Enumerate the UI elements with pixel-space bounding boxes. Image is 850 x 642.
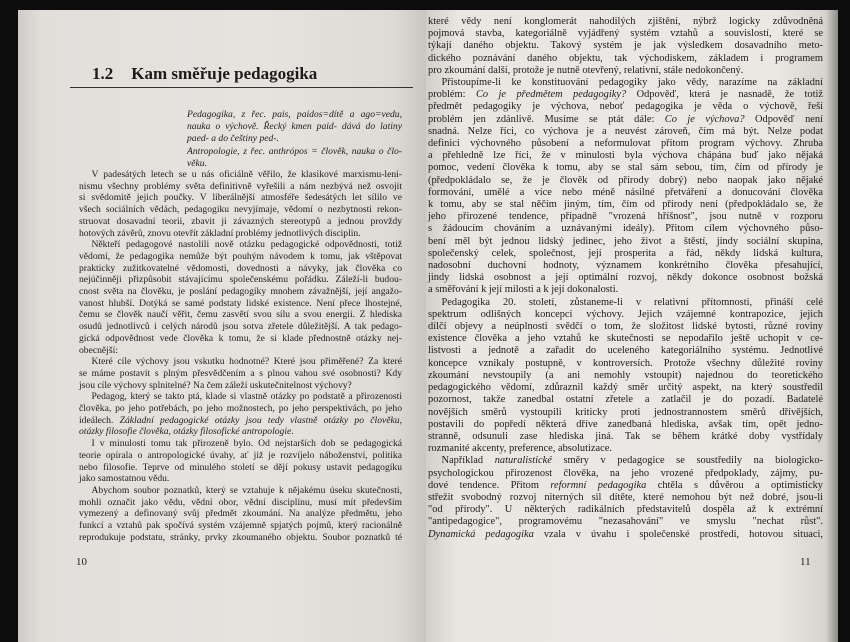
- text-line: [428, 529, 823, 541]
- emphasis-text: naturalistické: [494, 455, 552, 467]
- text-line: dílčí objevy a neúplnosti svědčí o tom, že složitost lidské bytosti, různé roviny: [428, 321, 823, 333]
- text-segment: Například: [441, 455, 495, 467]
- left-page: [18, 10, 426, 642]
- text-line: [428, 114, 823, 126]
- text-line: obecnější:: [79, 344, 118, 356]
- text-line: Někteří pedagogové nastolili nově otázku pedagogické odpovědnosti, totiž: [91, 239, 402, 251]
- right-body-text: [428, 16, 823, 541]
- text-line: dického poznávání daného objektu, tak východiskem, základem i programem: [428, 52, 823, 64]
- text-line: pedagogického vědomí, zdůraznil každý směr určitý aspekt, na který soustředil: [428, 382, 823, 394]
- text-line: paed- a do češtiny ped-.: [187, 133, 279, 145]
- text-segment: problém jen zdánlivě. Musíme se ptát dále:: [428, 113, 665, 125]
- text-line: které vědy není konglomerát nahodilých zjištění, nýbrž logicky zdůvodněná: [428, 16, 823, 27]
- text-line: "antipedagogice", programovému "nezasahování" ve smyslu "nechat růst".: [428, 516, 823, 528]
- text-segment: Odpověď, která je nasnadě, že totiž: [626, 89, 823, 101]
- text-line: bení měl být jednou lidský jedinec, jeho život a štěstí, jindy sociální skupina,: [428, 235, 823, 247]
- text-segment: chtěla s důvěrou a optimisticky: [646, 479, 823, 491]
- emphasis-text: Co je předmětem pedagogiky?: [475, 89, 627, 101]
- text-line: s žádoucím chováním a uznávanými ideály). Přitom cílem výchovného půso-: [428, 223, 823, 235]
- left-body-text: [79, 169, 402, 544]
- text-line: Pedagogika, z řec. pais, paidos=dítě a ago=vedu,: [187, 109, 402, 120]
- text-line: společenský celek, společnost, její prosperita a řád, někdy lidská kultura,: [428, 247, 823, 259]
- section-heading: [92, 64, 317, 84]
- text-line: [79, 415, 402, 427]
- text-line: věku.: [187, 157, 207, 169]
- text-line: zkoumání nevstoupily (a ani nemohly vstoupit) najednou do teoretického: [428, 369, 823, 381]
- text-line: existence člověka a jeho vztahů ke skutečnosti se nepodařilo ještě uchopit v ce-: [428, 333, 823, 345]
- text-line: Pedagog, který se takto ptá, klade si vlastně otázky po podstatě a přirozenosti: [91, 391, 402, 403]
- text-line: čemu se člověk naučí věřit, čemu zasvětí svou sílu a svou energii. Z hlediska: [79, 309, 402, 321]
- text-line: pojmová stavba, kategoriálně vyjádřený systém vztahů a souvislostí, které se: [428, 28, 823, 40]
- text-line: listvosti a jednotě a zařadit do uceleného kategoriálního systému. Jednotlivé: [428, 345, 823, 357]
- text-line: [428, 455, 823, 467]
- text-line: vymezený a definovaný svůj předmět zkoumání. Na analýze předmětu, jeho: [79, 508, 402, 520]
- text-line: nadosobní duchovní hodnoty, významem konkrétního člověka přesahující,: [428, 260, 823, 272]
- text-segment: směry v pedagogice se soustředily na biologicko-: [551, 455, 823, 467]
- text-line: spektrum odlišných koncepcí výchovy. Jejich vzájemné kontrapozice, jejich: [428, 308, 823, 320]
- emphasis-text: otázky filosofie člověka, otázky filosofické antropologie: [79, 426, 292, 438]
- heading-rule: [70, 87, 413, 88]
- page-number-right: 11: [800, 556, 811, 568]
- emphasis-text: Co je výchova?: [664, 113, 745, 125]
- emphasis-text: Dynamická pedagogika: [428, 528, 534, 540]
- text-line: vědomí, že pedagogika nemůže být pouhým návodem k tomu, jak vštěpovat: [79, 250, 402, 262]
- text-line: osudů jednotlivců i celých národů jsou sotva zřetele důležitější. A tak pedago-: [79, 321, 402, 333]
- text-line: cnost světa na člověku, je poslání pedagogiky mnohem závažnější, její angažo-: [79, 286, 402, 298]
- text-line: snadná. Nelze říci, co výchova je a neuvést zároveň, čím má být. Nelze podat: [428, 125, 823, 137]
- text-line: Pedagogika 20. století, zůstaneme-li v relativní přítomnosti, přináší celé: [441, 296, 823, 308]
- text-line: pro zkoumání další, protože je nutně otevřený, relativní, stále nedokončený.: [428, 64, 744, 76]
- text-line: předmět pedagogiky je výchova, neboť pedagogika je věda o výchově, řeší: [428, 101, 823, 113]
- text-line: nebo filosofie. Teprve od minulého století se dějí pokusy ustavit pedagogiku: [79, 461, 402, 473]
- text-line: jsou cíle výchovy splnitelné? Na čem záleží uskutečnitelnost výchovy?: [79, 379, 352, 391]
- text-line: k tomu, aby se stal něčím jiným, tím, čím od přírody není (předpokládalo se, že: [428, 199, 823, 211]
- text-line: nismu všechny problémy světa definitivně vyřešili a nám nezbývá než osvojit: [79, 180, 402, 192]
- text-line: reprodukuje podstatu, stránky, prvky zkoumaného objektu. Soubor poznatků té: [79, 531, 402, 543]
- text-line: Antropologie, z řec. anthrópos = člověk, nauka o člo-: [187, 145, 402, 157]
- section-number: 1.2: [92, 64, 114, 83]
- text-line: stranně, odsunuli zase hlediska jiná. Tak se během krátké doby vystřídaly: [428, 430, 823, 442]
- text-line: jeho přirozené tendence, případně "vrozená hříšnost", jsou nutně v rozporu: [428, 211, 823, 223]
- text-line: nauka o výchově. Řecký kmen paid- dává do latiny: [187, 121, 402, 133]
- text-line: V padesátých letech se u nás oficiálně věřilo, že klasikové marxismu-leni-: [91, 169, 402, 180]
- text-line: teorie opírala o antropologické úvahy, ať již je rozvíjelo náboženství, politika: [79, 449, 402, 461]
- text-line: pozornost, takže zanedbal ostatní zřetele a zatlačil je do pozadí. Badatelé: [428, 394, 823, 406]
- text-line: prakticky zužitkovatelné vědomosti, dovednosti a návyky, jak člověka co: [79, 262, 402, 274]
- text-line: a přehledně lze říci, že v minulosti byla výchova chápána buď jako nějaká: [428, 150, 823, 162]
- right-page: [426, 10, 838, 642]
- text-line: vanost hlubší. Dotýká se samé podstaty lidské existence. Není přece lhostejné,: [79, 297, 402, 309]
- text-line: novějších směrů vystoupili kriticky proti jednostrannostem směrů dřívějších,: [428, 406, 823, 418]
- text-line: [428, 89, 823, 101]
- text-line: funkcí a vztahů pak spočívá systém vzájemně spjatých pojmů, který racionálně: [79, 520, 402, 532]
- text-line: koncepce vznikaly postupně, v kontroversích. Protože všechny důležité roviny: [428, 357, 823, 369]
- text-segment: Odpověď není: [744, 113, 823, 125]
- text-line: mohli označit jako vědu, vědní obor, vědní disciplínu, musí mít především: [79, 496, 402, 508]
- section-title: Kam směřuje pedagogika: [131, 64, 318, 83]
- definition-notes: [187, 109, 402, 170]
- text-line: psychologickou přirozenost člověka, na jeho vrozené předpoklady, zájmy, pu-: [428, 467, 823, 479]
- text-line: hotových závěrů, znovu otevřít základní problémy jednotlivých disciplin.: [79, 227, 361, 239]
- text-line: "od přírody". U některých radikálních představitelů dospěla až k extrémní: [428, 504, 823, 516]
- text-line: [79, 426, 402, 438]
- text-line: [428, 480, 823, 492]
- text-line: gická odpovědnost vede člověka k tomu, že si klade přednostně otázky nej-: [79, 332, 402, 344]
- text-line: střežit svobodný rozvoj niterných sil dítěte, které nemohou být než dobré, jsou-li: [428, 491, 823, 503]
- text-line: Přistoupíme-li ke konstituování pedagogiky jako vědy, narazíme na základní: [441, 77, 823, 89]
- text-line: týkají daného objektu. Takový systém je jak výsledkem dosavadního meto-: [428, 40, 823, 52]
- emphasis-text: Základní pedagogické otázky jsou tedy vlastně otázky po člověku,: [119, 414, 402, 426]
- text-segment: vzala v úvahu i společenské prostředí, hotovou situaci,: [533, 528, 823, 540]
- text-line: a směřování k její milosti a k její dokonalosti.: [428, 284, 619, 296]
- text-line: rozmanité akcenty, preference, absolutizace.: [428, 443, 612, 455]
- text-line: všech sociálních vědách, pedagogiku nevyjímaje, vědomí o nezbytnosti rekon-: [79, 204, 402, 216]
- emphasis-text: reformní pedagogika: [550, 479, 647, 491]
- text-segment: dové tendence. Přitom: [428, 479, 551, 491]
- text-line: pomoc, vedení člověka k tomu, aby se stal sám sebou, tím, čím od přírody je: [428, 162, 823, 174]
- text-line: struovat dosavadní teorii, zbavit ji závazných stereotypů a jednou provždy: [79, 215, 402, 227]
- text-line: Abychom soubor poznatků, který se vztahuje k nějakému úseku skutečnosti,: [91, 484, 402, 496]
- text-line: (předpokládalo se, že je člověk od přírody dobrý) nebo naopak jako nějaké: [428, 174, 823, 186]
- page-number-left: 10: [76, 556, 87, 568]
- text-line: se máme postavit s plným přesvědčením a s plnou vahou své osobnosti? Kdy: [79, 367, 402, 379]
- text-line: formování, umělé a více nebo méně násilné přetváření a donucování člověka: [428, 186, 823, 198]
- text-line: postavili do popředí některá dříve zanedbaná hlediska, avšak tím, opět jedno-: [428, 418, 823, 430]
- text-line: jako samostatnou vědu.: [79, 473, 170, 485]
- text-line: I v minulosti tomu tak přirozeně bylo. Od nejstarších dob se pedagogická: [91, 438, 402, 450]
- text-line: si svědomitě jejich poučky. V liberálnější atmosféře šedesátých let sílilo ve: [79, 192, 402, 204]
- text-line: člověka, po jeho potřebách, po jeho možnostech, po jeho perspektivách, po jeho: [79, 403, 402, 415]
- text-line: nejúčinněji přizpůsobit stávajícímu společenskému pořádku. Záleží-li budou-: [79, 274, 402, 286]
- text-segment: .: [291, 426, 294, 438]
- text-line: jindy lidská osobnost a její optimální rozvoj, někdy dokonce osobnost božská: [428, 272, 823, 284]
- text-segment: ideálech.: [79, 414, 120, 426]
- text-line: definici výchovného působení a neformulovat přitom program výchovy. Zhruba: [428, 138, 823, 150]
- text-segment: problém:: [428, 89, 476, 101]
- text-line: Které cíle výchovy jsou vskutku hodnotné? Které jsou přiměřené? Za které: [91, 356, 402, 368]
